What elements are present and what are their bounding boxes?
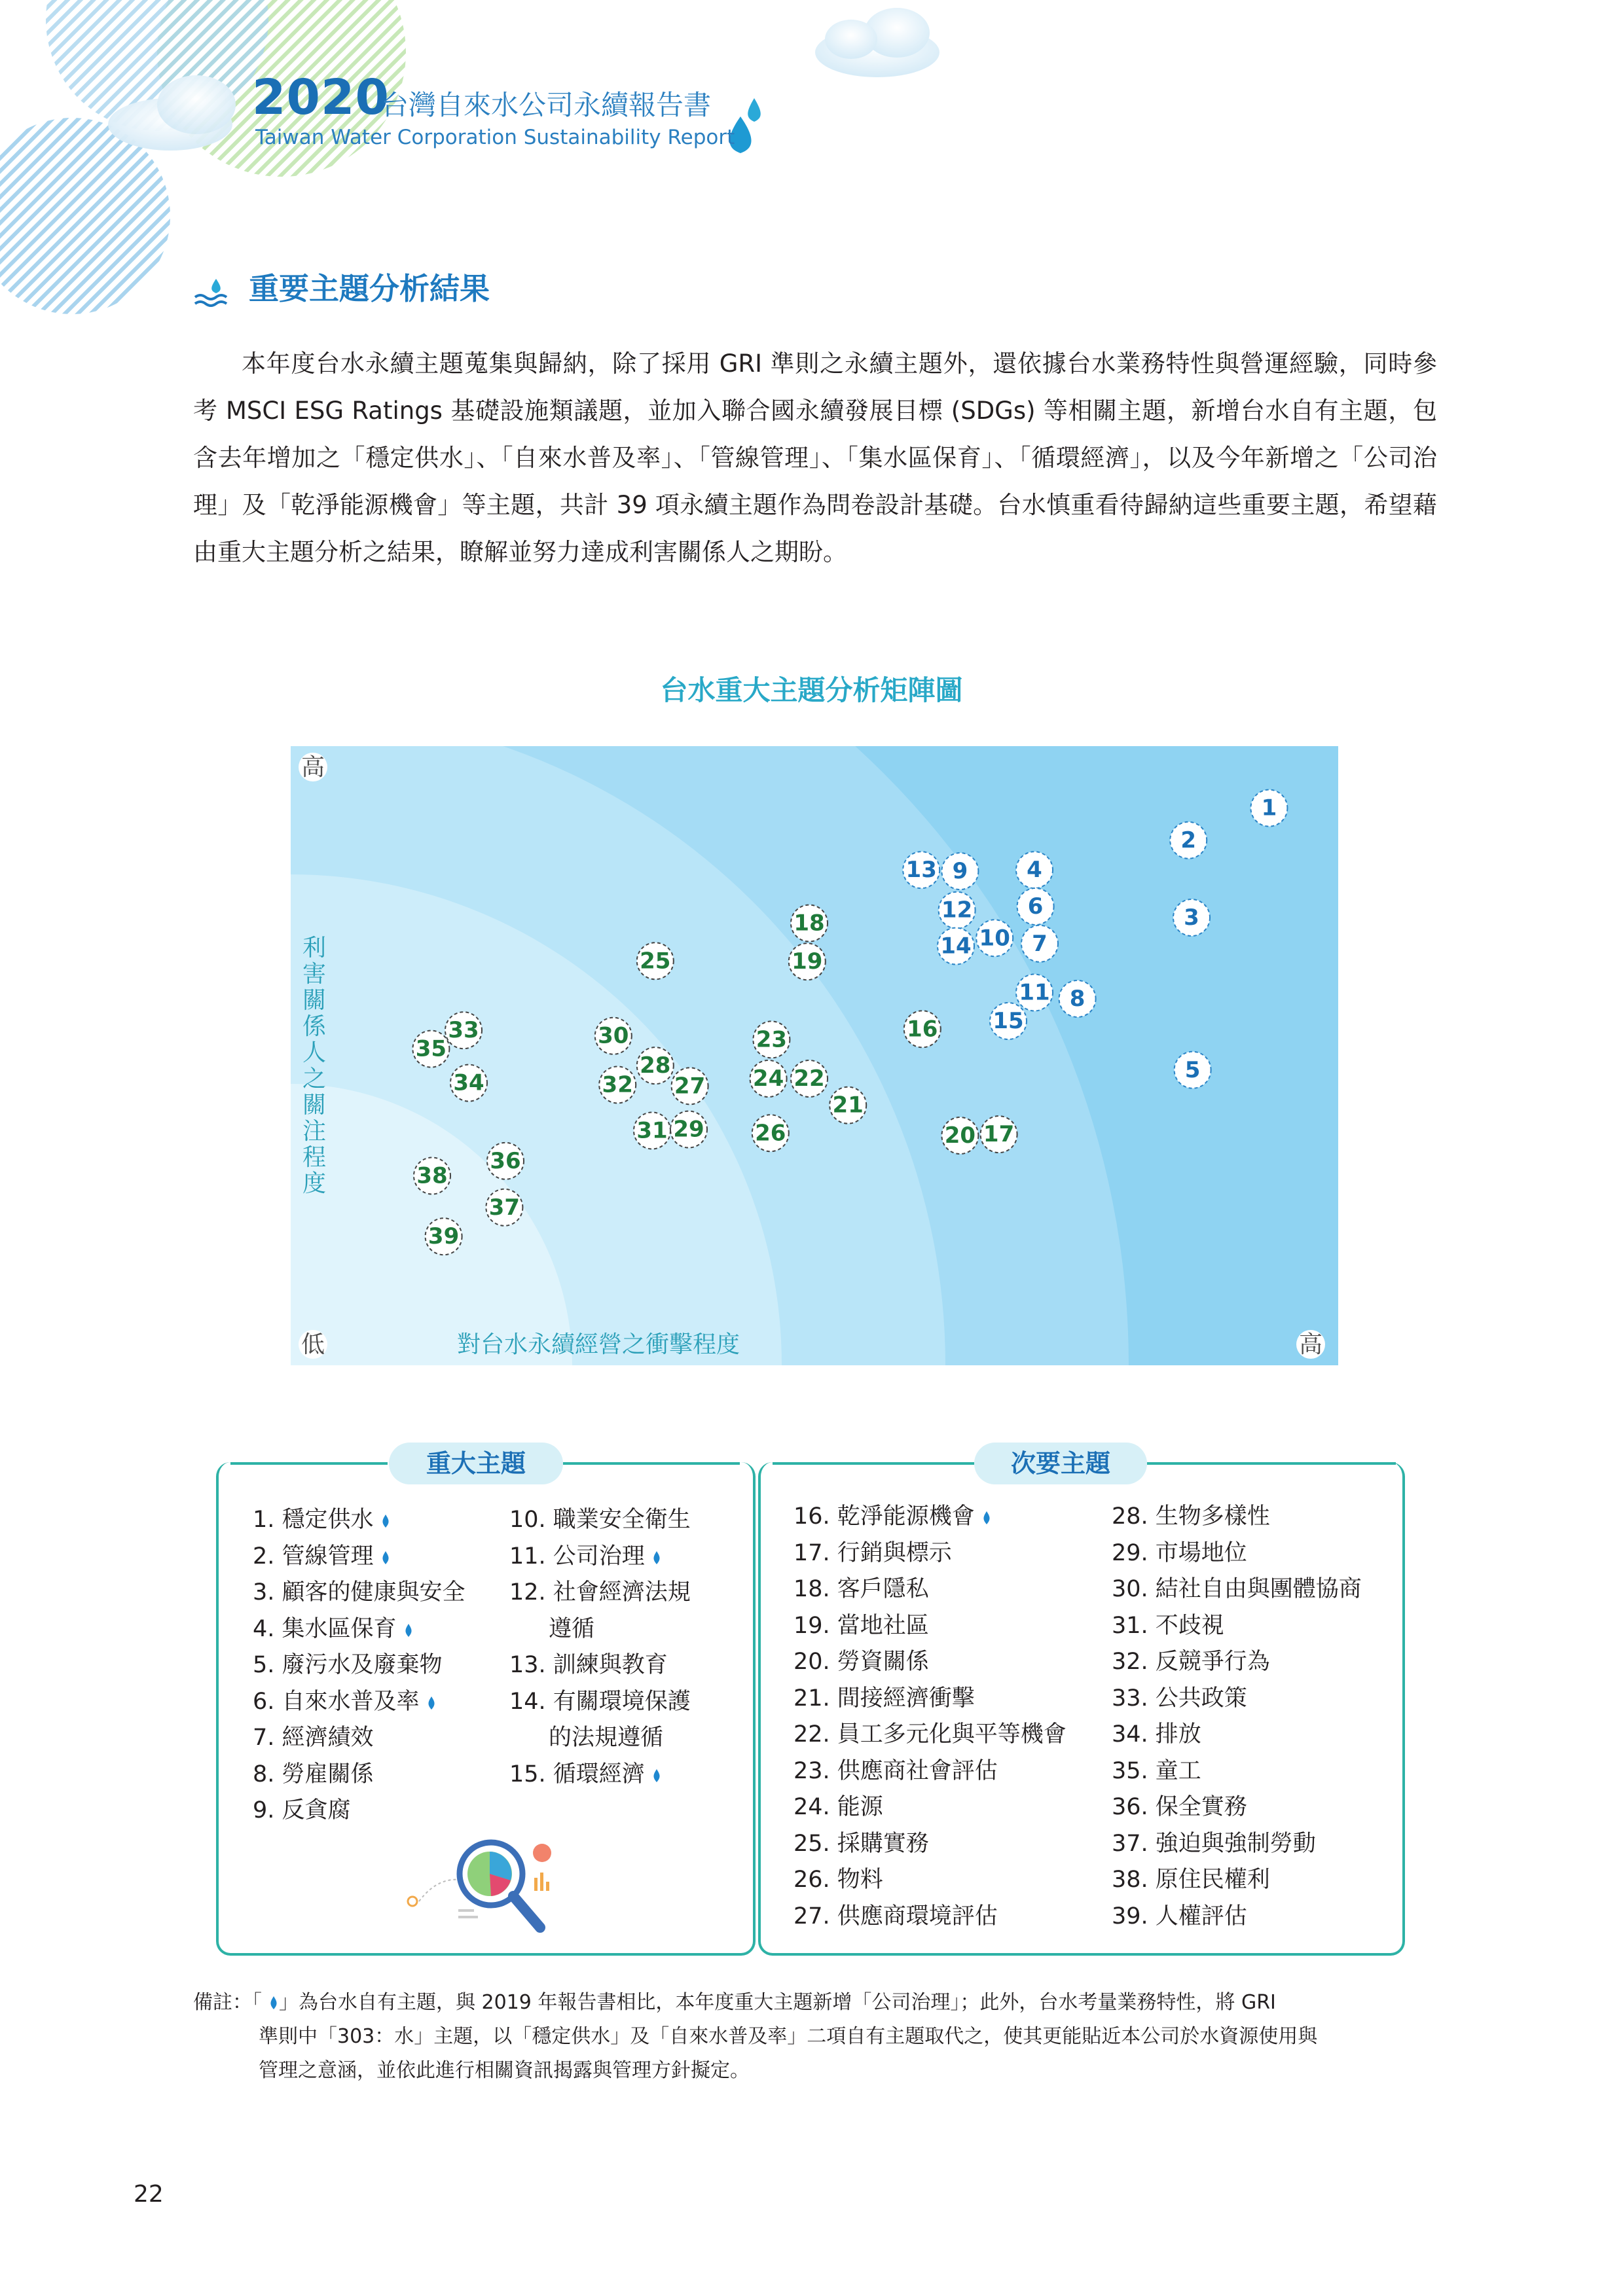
legend-item [793, 1608, 1067, 1645]
legend-item-label: 30. 結社自由與團體協商 [1112, 1576, 1362, 1602]
topic-point-15 [990, 1003, 1027, 1039]
legend-item-label: 29. 市場地位 [1112, 1539, 1247, 1566]
topic-point-8 [1059, 980, 1096, 1017]
topic-point-25 [637, 942, 674, 979]
topic-point-6 [1017, 888, 1054, 925]
legend-item [1112, 1608, 1362, 1645]
legend-item [509, 1720, 691, 1757]
legend-item-label: 5. 廢污水及廢棄物 [253, 1652, 443, 1678]
legend-item-label: 33. 公共政策 [1112, 1685, 1247, 1712]
topic-point-label: 12 [941, 897, 973, 924]
topic-point-label: 13 [905, 857, 937, 884]
topic-point-label: 32 [602, 1071, 633, 1098]
note-line2: 準則中「303：水」主題，以「穩定供水」及「自來水普及率」二項自有主題取代之，使其更能貼近本公司於水資源使用與 [259, 2025, 1318, 2048]
major-topics-col2 [509, 1502, 691, 1793]
legend-item [1112, 1644, 1362, 1681]
legend-item [253, 1720, 465, 1757]
topic-point-label: 33 [448, 1017, 479, 1044]
legend-item-label: 20. 勞資關係 [793, 1649, 929, 1675]
topic-point-label: 38 [416, 1162, 448, 1189]
footnote [193, 1986, 1437, 2088]
legend-item [793, 1571, 1067, 1608]
legend-item [509, 1757, 691, 1793]
legend-item [793, 1789, 1067, 1826]
note-line3: 管理之意涵，並依此進行相關資訊揭露與管理方針擬定。 [259, 2059, 750, 2082]
legend-item [1112, 1681, 1362, 1717]
legend-item [509, 1575, 691, 1611]
legend-item [253, 1647, 465, 1684]
topic-point-16 [904, 1011, 941, 1047]
legend-item-label: 遵循 [549, 1615, 595, 1642]
topic-point-label: 19 [792, 948, 823, 975]
legend-item-label: 23. 供應商社會評估 [793, 1757, 998, 1784]
legend-item-label: 10. 職業安全衛生 [509, 1507, 691, 1533]
topic-point-label: 4 [1027, 857, 1042, 884]
major-box-top-left [230, 1462, 388, 1465]
topic-point-17 [981, 1116, 1017, 1153]
legend-item-label: 1. 穩定供水 [253, 1507, 374, 1533]
legend-item [253, 1757, 465, 1793]
topic-point-19 [789, 943, 826, 980]
section-title: 重要主題分析結果 [249, 271, 490, 306]
legend-item [1112, 1789, 1362, 1826]
topic-point-21 [830, 1087, 866, 1124]
legend-item [793, 1499, 1067, 1535]
legend-item-label: 2. 管線管理 [253, 1543, 374, 1570]
topic-point-35 [412, 1031, 449, 1067]
legend-item [509, 1684, 691, 1721]
topic-point-label: 25 [640, 948, 671, 975]
page-number: 22 [134, 2181, 164, 2208]
topic-point-33 [445, 1012, 482, 1049]
legend-item [1112, 1717, 1362, 1753]
topic-point-label: 8 [1069, 985, 1085, 1012]
topic-point-2 [1170, 822, 1207, 859]
legend-item [253, 1684, 465, 1721]
legend-item [509, 1647, 691, 1684]
cloud-icon [815, 8, 939, 77]
topic-point-29 [670, 1111, 707, 1148]
legend-item-label: 4. 集水區保育 [253, 1615, 397, 1642]
intro-paragraph: 本年度台水永續主題蒐集與歸納，除了採用 GRI 準則之永續主題外，還依據台水業務特性與營運經驗，同時參考 MSCI ESG Ratings 基礎設施類議題，並加入聯合國永續發展目標 (SDGs) 等相關主題，新增台水自有主題，包含去年增加之「穩定供水」、「自來水普及率」、「管線管理」、「集水區保育」、「循環經濟」，以及今年新增之「公司治理」及「乾淨能源機會」等主題，共計 39 項永續主題作為問卷設計基礎。台水慎重看待歸納這些重要主題，希望藉由重大主題分析之結果，瞭解並努力達成利害關係人之期盼。 [193, 350, 1437, 566]
legend-item-label: 37. 強迫與強制勞動 [1112, 1830, 1316, 1857]
legend-item-label: 35. 童工 [1112, 1757, 1201, 1784]
topic-point-36 [487, 1143, 524, 1179]
legend-item [1112, 1826, 1362, 1863]
legend-item [793, 1753, 1067, 1790]
topic-point-label: 18 [793, 910, 825, 937]
major-topics-col1 [253, 1502, 465, 1829]
topic-point-label: 16 [907, 1016, 938, 1043]
minor-topics-col2 [1112, 1499, 1362, 1935]
legend-item-label: 22. 員工多元化與平等機會 [793, 1721, 1067, 1748]
legend-item-label: 28. 生物多樣性 [1112, 1503, 1270, 1530]
legend-item [793, 1681, 1067, 1717]
legend-item [253, 1502, 465, 1539]
topic-point-label: 28 [640, 1052, 671, 1079]
topic-point-39 [426, 1218, 462, 1255]
topic-point-4 [1016, 852, 1053, 888]
topic-point-label: 5 [1184, 1056, 1201, 1083]
topic-point-label: 27 [674, 1073, 706, 1100]
topic-point-label: 6 [1027, 893, 1044, 920]
legend-item-label: 12. 社會經濟法規 [509, 1579, 691, 1605]
topic-point-10 [976, 920, 1013, 956]
topic-point-30 [595, 1018, 632, 1054]
note-line1: 」為台水自有主題，與 2019 年報告書相比，本年度重大主題新增「公司治理」；此外，台水考量業務特性，將 GRI [279, 1991, 1276, 2014]
legend-item [1112, 1899, 1362, 1935]
legend-item [793, 1899, 1067, 1935]
topic-point-37 [486, 1189, 522, 1226]
major-box-top-right [563, 1462, 740, 1465]
header-decoration [0, 0, 982, 340]
legend-item [253, 1611, 465, 1648]
topic-point-label: 7 [1032, 930, 1048, 957]
legend-item-label: 15. 循環經濟 [509, 1761, 645, 1787]
topic-point-11 [1016, 975, 1053, 1011]
y-axis-title: 利害關係人之關注程度 [302, 935, 327, 1197]
wave-icon [194, 278, 230, 309]
major-topics-title: 重大主題 [389, 1443, 563, 1484]
water-drop-icon [981, 1511, 992, 1525]
legend-item [509, 1539, 691, 1575]
topic-point-label: 29 [673, 1116, 704, 1143]
topic-point-13 [903, 852, 939, 888]
topic-point-28 [637, 1047, 674, 1084]
report-title-en: Taiwan Water Corporation Sustainability Report [255, 126, 735, 149]
minor-box-top-left [773, 1462, 974, 1465]
legend-item-label: 38. 原住民權利 [1112, 1867, 1270, 1893]
legend-item-label: 8. 勞雇關係 [253, 1761, 374, 1787]
legend-item-label: 6. 自來水普及率 [253, 1688, 420, 1715]
topic-point-label: 17 [983, 1121, 1015, 1148]
x-axis-title: 對台水永續經營之衝擊程度 [456, 1331, 740, 1358]
materiality-matrix [291, 746, 1338, 1365]
y-axis-high-label: 高 [301, 754, 325, 781]
legend-item-label: 17. 行銷與標示 [793, 1539, 952, 1566]
legend-item-label: 34. 排放 [1112, 1721, 1201, 1748]
topic-point-22 [791, 1060, 828, 1097]
topic-point-5 [1175, 1052, 1211, 1088]
legend-item-label: 32. 反競爭行為 [1112, 1649, 1270, 1675]
water-drop-icon [651, 1551, 662, 1565]
legend-item-label: 的法規遵循 [549, 1725, 664, 1751]
topic-point-1 [1250, 790, 1287, 827]
topic-point-label: 24 [752, 1066, 784, 1092]
water-drop-icon [380, 1551, 391, 1565]
materiality-matrix-svg [291, 746, 1338, 1365]
topic-point-31 [634, 1112, 670, 1149]
legend-item-label: 24. 能源 [793, 1794, 883, 1820]
topic-point-18 [791, 905, 828, 942]
topic-point-label: 3 [1184, 905, 1199, 931]
legend-item [793, 1826, 1067, 1863]
water-drop-icon [268, 1996, 279, 2010]
chart-title: 台水重大主題分析矩陣圖 [660, 674, 963, 706]
minor-box-top-right [1147, 1462, 1396, 1465]
topic-point-34 [450, 1065, 487, 1102]
legend-item [793, 1535, 1067, 1572]
legend-item-label: 11. 公司治理 [509, 1543, 645, 1570]
topic-point-label: 10 [979, 925, 1010, 952]
topic-point-label: 11 [1019, 979, 1050, 1006]
topic-point-23 [753, 1021, 790, 1058]
legend-item-label: 36. 保全實務 [1112, 1794, 1247, 1820]
topic-point-32 [599, 1066, 636, 1103]
legend-item-label: 18. 客戶隱私 [793, 1576, 929, 1602]
topic-point-7 [1021, 925, 1058, 962]
legend-item-label: 26. 物料 [793, 1867, 883, 1893]
topic-point-label: 1 [1261, 795, 1277, 821]
water-drop-icon [426, 1696, 437, 1710]
topic-point-24 [750, 1060, 787, 1097]
topic-point-label: 30 [598, 1022, 629, 1049]
water-drop-icon [651, 1768, 662, 1783]
legend-item-label: 27. 供應商環境評估 [793, 1903, 998, 1929]
topic-point-label: 15 [993, 1008, 1024, 1035]
topic-point-14 [938, 928, 974, 965]
topic-point-9 [941, 853, 978, 889]
topic-point-26 [752, 1115, 789, 1151]
legend-item [793, 1644, 1067, 1681]
topic-point-label: 36 [490, 1147, 521, 1174]
legend-item-label: 31. 不歧視 [1112, 1612, 1224, 1639]
topic-point-label: 31 [636, 1117, 668, 1144]
topic-point-label: 9 [952, 858, 968, 885]
x-axis-high-label: 高 [1298, 1331, 1323, 1358]
report-year: 2020 [252, 69, 390, 126]
legend-item [1112, 1862, 1362, 1899]
topic-point-label: 26 [755, 1120, 786, 1147]
water-drop-icon [403, 1623, 414, 1638]
legend-item [793, 1862, 1067, 1899]
legend-item [509, 1611, 691, 1648]
legend-item-label: 7. 經濟績效 [253, 1725, 374, 1751]
report-title-zh: 台灣自來水公司永續報告書 [381, 89, 712, 121]
legend-item-label: 16. 乾淨能源機會 [793, 1503, 975, 1530]
topic-point-label: 37 [488, 1194, 520, 1221]
topic-point-label: 23 [756, 1026, 788, 1053]
minor-topics-title: 次要主題 [974, 1443, 1147, 1484]
x-axis-low-label: 低 [301, 1331, 325, 1358]
topic-point-3 [1173, 899, 1210, 936]
water-drop-icon [748, 98, 761, 122]
legend-item [253, 1539, 465, 1575]
topic-point-label: 35 [415, 1035, 447, 1062]
water-drop-icon [380, 1514, 391, 1528]
topic-point-label: 14 [940, 933, 972, 960]
topic-point-label: 21 [832, 1092, 864, 1119]
legend-item [253, 1793, 465, 1829]
legend-item [1112, 1571, 1362, 1608]
topic-point-38 [414, 1158, 450, 1194]
legend-item [253, 1575, 465, 1611]
minor-topics-col1 [793, 1499, 1067, 1935]
legend-item-label: 39. 人權評估 [1112, 1903, 1247, 1929]
legend-item-label: 13. 訓練與教育 [509, 1652, 668, 1678]
legend-item-label: 9. 反貪腐 [253, 1797, 351, 1823]
topic-point-label: 2 [1180, 827, 1197, 853]
legend-item-label: 25. 採購實務 [793, 1830, 929, 1857]
legend-item [1112, 1753, 1362, 1790]
topic-point-12 [939, 892, 976, 929]
topic-point-27 [672, 1067, 708, 1104]
topic-point-label: 39 [428, 1223, 460, 1250]
magnifier-chart-icon [393, 1829, 576, 1944]
legend-item-label: 14. 有關環境保護 [509, 1688, 691, 1715]
topic-point-label: 22 [793, 1066, 825, 1092]
legend-item-label: 19. 當地社區 [793, 1612, 929, 1639]
topic-point-label: 34 [453, 1069, 484, 1096]
legend-item [793, 1717, 1067, 1753]
legend-item [1112, 1535, 1362, 1572]
legend-item [1112, 1499, 1362, 1535]
legend-item-label: 21. 間接經濟衝擊 [793, 1685, 975, 1712]
topic-point-20 [941, 1117, 978, 1154]
legend-item-label: 3. 顧客的健康與安全 [253, 1579, 465, 1605]
topic-point-label: 20 [944, 1122, 976, 1149]
note-prefix: 備註：「 [193, 1991, 262, 2014]
legend-item [509, 1502, 691, 1539]
